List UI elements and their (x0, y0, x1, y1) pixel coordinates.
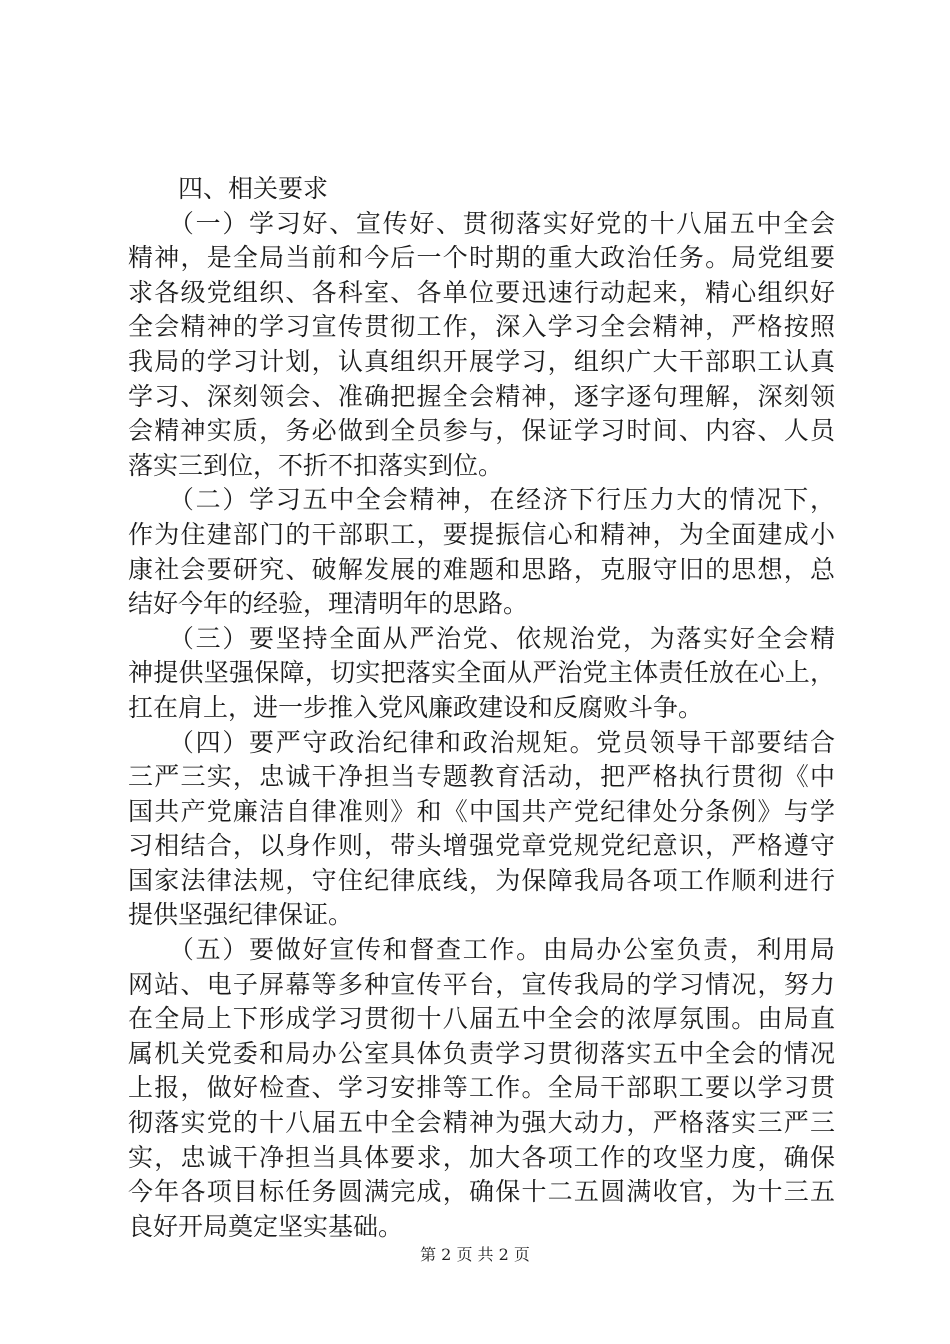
paragraph-line: 落实三到位，不折不扣落实到位。 (128, 450, 504, 480)
paragraph-line: 国共产党廉洁自律准则》和《中国共产党纪律处分条例》与学 (128, 796, 835, 826)
paragraph-line: （五）要做好宣传和督查工作。由局办公室负责，利用局 (128, 935, 835, 965)
paragraph-line: 习相结合，以身作则，带头增强党章党规党纪意识，严格遵守 (128, 831, 835, 861)
paragraph-line: 在全局上下形成学习贯彻十八届五中全会的浓厚氛围。由局直 (128, 1004, 835, 1034)
document-body (128, 172, 835, 1244)
paragraph-line: 今年各项目标任务圆满完成，确保十二五圆满收官，为十三五 (128, 1177, 835, 1207)
paragraph-line: 实，忠诚干净担当具体要求，加大各项工作的攻坚力度，确保 (128, 1142, 835, 1172)
paragraph-line: （三）要坚持全面从严治党、依规治党，为落实好全会精 (128, 623, 835, 653)
paragraph-line: （二）学习五中全会精神，在经济下行压力大的情况下， (128, 485, 835, 515)
paragraph-line: 提供坚强纪律保证。 (128, 900, 354, 930)
paragraph-line: 学习、深刻领会、准确把握全会精神，逐字逐句理解，深刻领 (128, 381, 835, 411)
paragraph-line: 神提供坚强保障，切实把落实全面从严治党主体责任放在心上， (128, 658, 835, 688)
paragraph-line: 上报，做好检查、学习安排等工作。全局干部职工要以学习贯 (128, 1073, 835, 1103)
paragraph-line: 网站、电子屏幕等多种宣传平台，宣传我局的学习情况，努力 (128, 969, 835, 999)
paragraph-line: 结好今年的经验，理清明年的思路。 (128, 589, 529, 619)
page-footer: 第 2 页 共 2 页 (420, 1245, 530, 1264)
paragraph-line: 精神，是全局当前和今后一个时期的重大政治任务。局党组要 (128, 243, 835, 273)
paragraph-line: 三严三实，忠诚干净担当专题教育活动，把严格执行贯彻《中 (128, 762, 835, 792)
paragraph-line: （四）要严守政治纪律和政治规矩。党员领导干部要结合 (128, 727, 835, 757)
paragraph-line: 全会精神的学习宣传贯彻工作，深入学习全会精神，严格按照 (128, 312, 835, 342)
section-heading: 四、相关要求 (128, 174, 329, 203)
paragraph-line: （一）学习好、宣传好、贯彻落实好党的十八届五中全会 (128, 208, 835, 238)
paragraph-line: 作为住建部门的干部职工，要提振信心和精神，为全面建成小 (128, 519, 835, 549)
paragraph-line: 我局的学习计划，认真组织开展学习，组织广大干部职工认真 (128, 346, 835, 376)
paragraph-line: 良好开局奠定坚实基础。 (128, 1211, 404, 1241)
paragraph-line: 求各级党组织、各科室、各单位要迅速行动起来，精心组织好 (128, 277, 835, 307)
paragraph-line: 属机关党委和局办公室具体负责学习贯彻落实五中全会的情况 (128, 1038, 835, 1068)
paragraph-line: 会精神实质，务必做到全员参与，保证学习时间、内容、人员 (128, 416, 835, 446)
paragraph-line: 彻落实党的十八届五中全会精神为强大动力，严格落实三严三 (128, 1108, 835, 1138)
paragraph-line: 康社会要研究、破解发展的难题和思路，克服守旧的思想，总 (128, 554, 835, 584)
paragraph-line: 扛在肩上，进一步推入党风廉政建设和反腐败斗争。 (128, 692, 704, 722)
paragraph-line: 国家法律法规，守住纪律底线，为保障我局各项工作顺利进行 (128, 865, 835, 895)
